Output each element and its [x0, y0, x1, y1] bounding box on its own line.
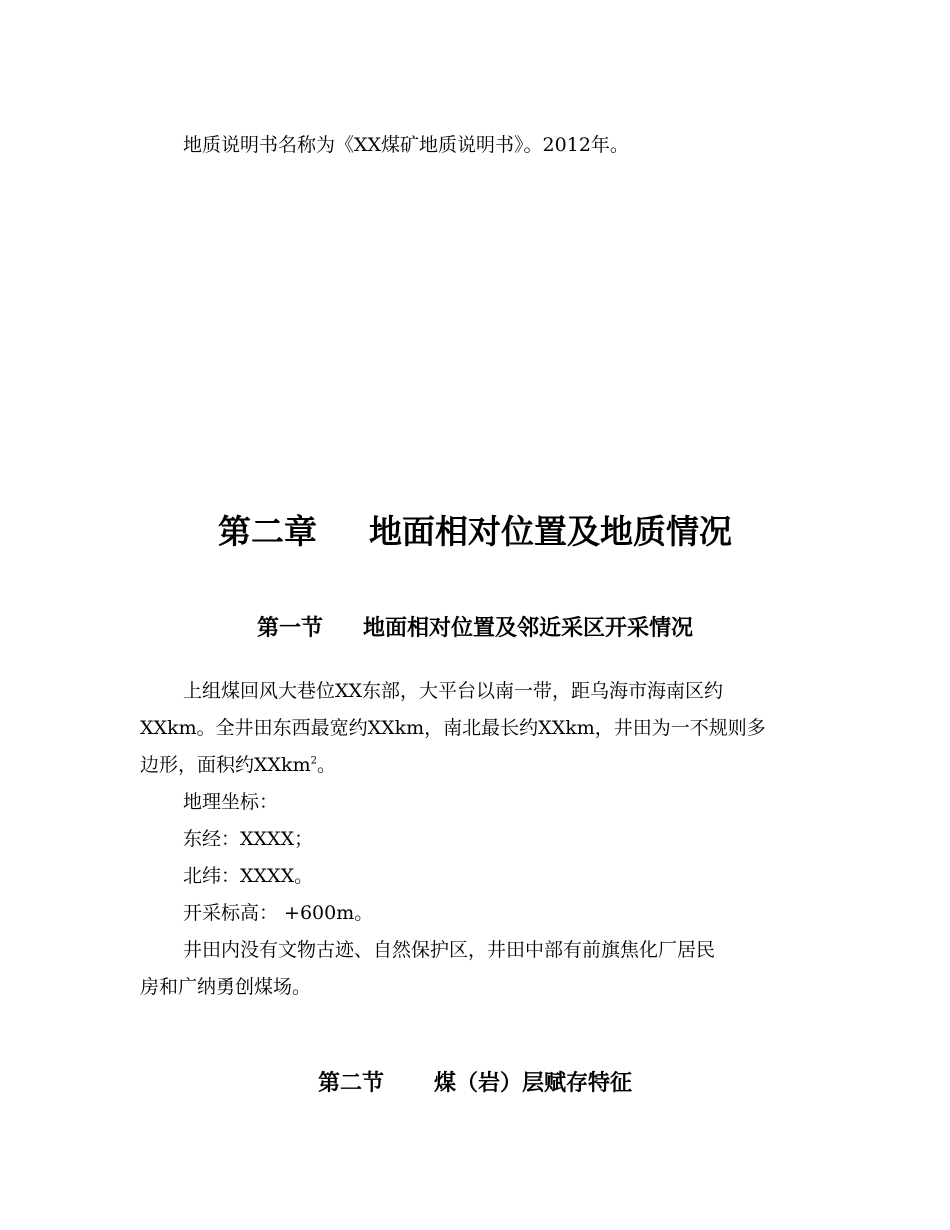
section-number: 第二节	[317, 1071, 384, 1096]
section-heading-1	[0, 614, 950, 644]
coord-heading: 地理坐标：	[183, 791, 279, 813]
paragraph-line	[140, 753, 336, 777]
superscript: 2	[310, 755, 317, 767]
section-number: 第一节	[256, 616, 323, 641]
section-heading-2	[0, 1069, 950, 1099]
intro-paragraph: 地质说明书名称为《XX煤矿地质说明书》。2012年。	[183, 134, 629, 156]
section-title: 地面相对位置及邻近采区开采情况	[363, 616, 694, 641]
east-longitude: 东经：XXXX；	[183, 828, 314, 850]
mining-elevation: 开采标高： +600m。	[183, 902, 374, 924]
sentence-end: 。	[316, 754, 336, 776]
north-latitude: 北纬：XXXX。	[183, 865, 314, 887]
paragraph-line: 井田内没有文物古迹、自然保护区，井田中部有前旗焦化厂居民	[183, 939, 716, 961]
paragraph-line: 房和广纳勇创煤场。	[140, 976, 312, 998]
section-title: 煤（岩）层赋存特征	[434, 1071, 633, 1096]
paragraph-line: 上组煤回风大巷位XX东部，大平台以南一带，距乌海市海南区约	[183, 680, 724, 702]
chapter-heading	[0, 510, 950, 554]
area-text: 边形，面积约XXkm	[140, 754, 311, 776]
chapter-title: 地面相对位置及地质情况	[369, 512, 732, 551]
paragraph-line: XXkm。全井田东西最宽约XXkm，南北最长约XXkm，井田为一不规则多	[140, 717, 766, 739]
chapter-number: 第二章	[218, 512, 317, 551]
